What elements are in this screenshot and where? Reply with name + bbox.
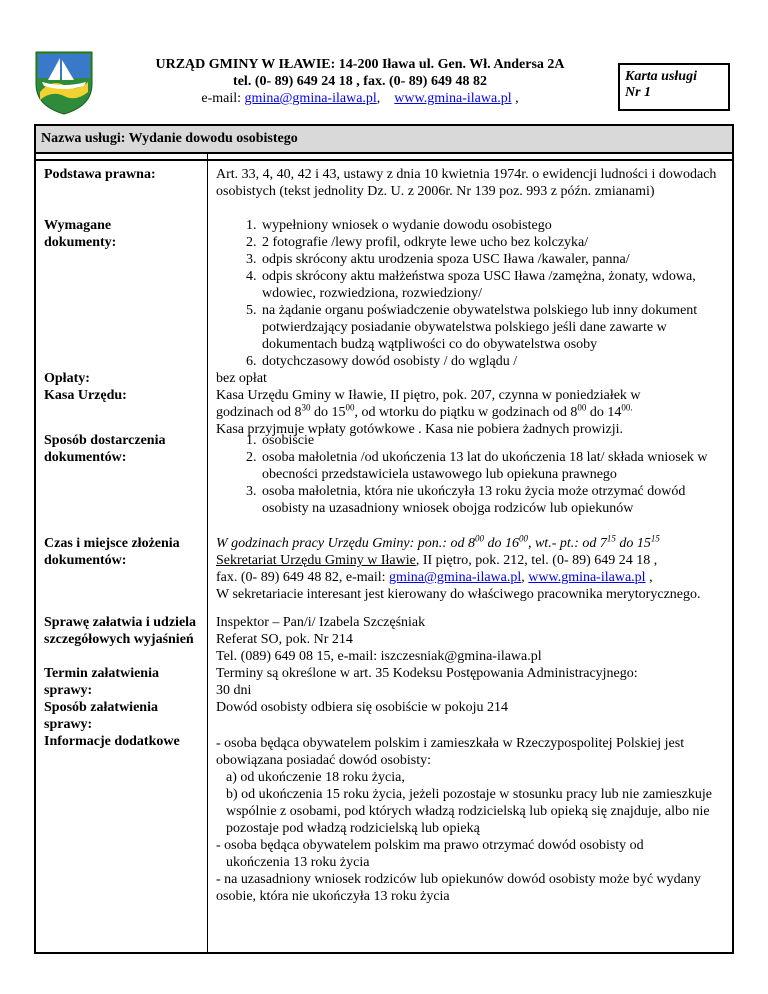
time-place-text: W godzinach pracy Urzędu Gminy: pon.: od $8^{00}$ do $16^{00}$, wt.- pt.: od $7^{15}$ do $15^{15}$ Sekretariat Urzędu Gminy w Iławie, II piętro, pok. 212, tel. (0- 89) 649 24 18 , fax. (0- 89) 649 48 82, e-mail: gmina@gmina-ilawa.pl, www.gmina-ilawa.pl , W sekretariacie interesant jest kierowany do właściwego pracownika merytorycznego. — [216, 533, 701, 602]
list-item: 3. odpis skrócony aktu urodzenia spoza USC Iława /kawaler, panna/ — [260, 251, 728, 268]
header-www-link[interactable]: www.gmina-ilawa.pl — [394, 91, 512, 106]
service-table — [34, 124, 734, 954]
list-item: 3. osoba małoletnia, która nie ukończyła 13 roku życia może otrzymać dowód osobisty na uzasadniony wniosek obojga rodziców lub opiekunów — [260, 483, 728, 517]
header-contact: e-mail: gmina@gmina-ilawa.pl, www.gmina-ilawa.pl , — [201, 91, 519, 106]
list-item: 5. na żądanie organu poświadczenie obywatelstwa polskiego lub inny dokument potwierdzający posiadanie obywatelstwa polskiego jeśli dane zawarte w dokumentach budzą wątpliwości co do obywatelstwa osoby — [260, 302, 728, 353]
label-legal-basis: Podstawa prawna: — [44, 167, 156, 182]
list-item: 6. dotychczasowy dowód osobisty / do wglądu / — [260, 353, 728, 370]
label-additional-info: Informacje dodatkowe — [44, 734, 180, 749]
header-phone-fax: tel. (0- 89) 649 24 18 , fax. (0- 89) 649 48 82 — [233, 74, 487, 89]
deadline-text: Terminy są określone w art. 35 Kodeksu Postępowania Administracyjnego: 30 dni — [216, 666, 638, 698]
email-link[interactable]: gmina@gmina-ilawa.pl — [389, 570, 522, 585]
list-item: 1. wypełniony wniosek o wydanie dowodu osobistego — [260, 217, 728, 234]
card-title: Karta usługi — [625, 69, 697, 84]
list-item: 1. osobiście — [260, 432, 728, 449]
header-email-link[interactable]: gmina@gmina-ilawa.pl — [244, 91, 377, 106]
card-number: Nr 1 — [625, 85, 652, 100]
delivery-method-list — [216, 432, 728, 517]
header-address: URZĄD GMINY W IŁAWIE: 14-200 Iława ul. Gen. Wł. Andersa 2A — [155, 57, 565, 72]
list-item: 4. odpis skrócony aktu małżeństwa spoza USC Iława /zamężna, żonaty, wdowa, wdowiec, rozwiedziona, rozwiedziony/ — [260, 268, 728, 302]
legal-basis-text: Art. 33, 4, 40, 42 i 43, ustawy z dnia 10 kwietnia 1974r. o ewidencji ludności i dowodach osobistych (tekst jednolity Dz. U. z 2006r. Nr 139 poz. 993 z późn. zmianami) — [216, 167, 717, 199]
required-documents-list — [216, 217, 728, 370]
label-fees: Opłaty: — [44, 371, 90, 386]
label-settlement-method: Sposób załatwienia sprawy: — [44, 700, 158, 732]
list-item: 2. 2 fotografie /lewy profil, odkryte lewe ucho bez kolczyka/ — [260, 234, 728, 251]
label-deadline: Termin załatwienia sprawy: — [44, 666, 159, 698]
label-required-documents: Wymagane dokumenty: — [44, 218, 117, 250]
label-delivery-method: Sposób dostarczenia dokumentów: — [44, 433, 166, 465]
list-item: 2. osoba małoletnia /od ukończenia 13 lat do ukończenia 18 lat/ składa wniosek w obecności przedstawiciela ustawowego lub opiekuna prawnego — [260, 449, 728, 483]
label-time-place: Czas i miejsce złożenia dokumentów: — [44, 536, 180, 568]
handled-by-text: Inspektor – Pan/i/ Izabela Szczęśniak Referat SO, pok. Nr 214 Tel. (089) 649 08 15, e-mail: iszczesniak@gmina-ilawa.pl — [216, 615, 542, 664]
label-cash-desk: Kasa Urzędu: — [44, 388, 127, 403]
www-link[interactable]: www.gmina-ilawa.pl — [528, 570, 646, 585]
additional-info-text: - osoba będąca obywatelem polskim i zamieszkała w Rzeczypospolitej Polskiej jest obowiązana posiadać dowód osobisty: a) od ukończenie 18 roku życia, b) od ukończenia 15 roku życia, jeżeli pozostaje w stosunku pracy lub nie zamieszkuje wspólnie z osobami, pod których władzą rodzicielską lub opieką się znajduje, albo nie pozostaje pod władzą rodzicielską lub opieką - osoba będąca obywatelem polskim ma prawo otrzymać dowód osobisty od ukończenia 13 roku życia - na uzasadniony wniosek rodziców lub opiekunów dowód osobisty może być wydany osobie, która nie ukończyła 13 roku życia — [216, 736, 712, 904]
secretariat-link: Sekretariat Urzędu Gminy w Iławie — [216, 553, 416, 568]
settlement-method-text: Dowód osobisty odbiera się osobiście w pokoju 214 — [216, 700, 509, 715]
label-handled-by: Sprawę załatwia i udziela szczegółowych wyjaśnień — [44, 615, 197, 647]
cash-desk-text: Kasa Urzędu Gminy w Iławie, II piętro, pok. 207, czynna w poniedziałek w godzinach od $8^{30}$ do $15^{00}$, od wtorku do piątku w godzinach od $8^{00}$ do $14^{00.}$ Kasa przyjmuje wpłaty gotówkowe . Kasa nie pobiera żadnych prowizji. — [216, 388, 641, 437]
fees-text: bez opłat — [216, 371, 267, 386]
service-name-row: Nazwa usługi: Wydanie dowodu osobistego — [36, 126, 732, 154]
service-card-box — [618, 63, 730, 111]
row-divider — [36, 159, 732, 161]
office-header — [110, 56, 610, 107]
coat-of-arms-logo — [30, 48, 98, 116]
